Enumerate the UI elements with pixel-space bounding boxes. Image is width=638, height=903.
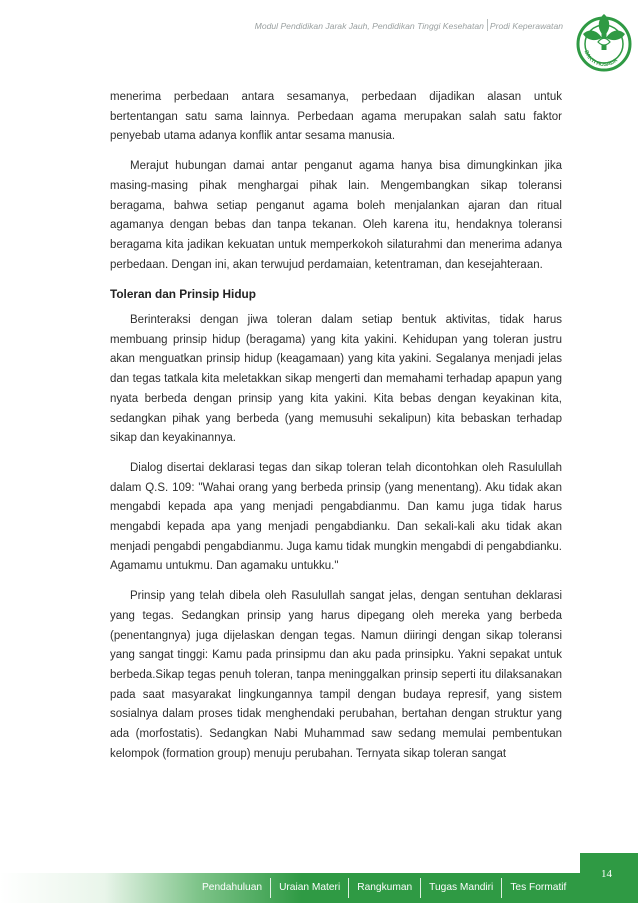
nav-tugas-mandiri[interactable]: Tugas Mandiri <box>421 878 502 898</box>
paragraph-5: Prinsip yang telah dibela oleh Rasulullah sangat jelas, dengan sentuhan deklarasi yang tegas. Sedangkan prinsip yang harus dipegang oleh mereka yang berbeda (penentangnya) juga dijelaskan dengan tegas. Namun diiringi dengan sikap toleransi yang sangat tinggi: Kamu pada prinsipmu dan aku pada prinsipku. Yakni sepakat untuk berbeda.Sikap tegas penuh toleran, tanpa meninggalkan prinsip seperti itu dilaksanakan pada saat masyarakat lingkungannya tampil dengan budaya represif, yang sistem sosialnya dalam proses tidak menghendaki perubahan, bertahan dengan struktur yang ada (morfostatis). Sedangkan Nabi Muhammad saw sedang memulai pembentukan kelompok (formation group) menuju perubahan. Ternyata sikap toleran sangat <box>110 590 562 760</box>
running-header <box>160 19 563 31</box>
header-divider <box>487 19 488 31</box>
bakti-husada-logo <box>575 6 633 76</box>
footer-nav <box>194 873 574 903</box>
page-content <box>110 88 562 775</box>
module-title: Modul Pendidikan Jarak Jauh, Pendidikan Tinggi Kesehatan <box>254 21 484 31</box>
section-heading: Toleran dan Prinsip Hidup <box>110 287 256 302</box>
program-name: Prodi Keperawatan <box>489 21 563 31</box>
paragraph-2: Merajut hubungan damai antar penganut agama hanya bisa dimungkinkan jika masing-masing pihak menghargai pihak lain. Mengembangkan sikap toleransi beragama, bahwa setiap penganut agama boleh menjalankan ajaran dan ritual agamanya dengan bebas dan tanpa tekanan. Oleh karena itu, hendaknya toleransi beragama kita jadikan kekuatan untuk memperkokoh silaturahmi dan menerima adanya perbedaan. Dengan ini, akan terwujud perdamaian, ketentraman, dan kesejahteraan. <box>110 160 562 271</box>
paragraph-4: Dialog disertai deklarasi tegas dan sikap toleran telah dicontohkan oleh Rasulullah dalam Q.S. 109: "Wahai orang yang berbeda prinsip (yang menentang). Aku tidak akan mengabdi kepada apa yang menjadi pengabdianmu. Dan kamu juga tidak harus mengabdi kepada apa yang menjadi pengabdianku. Dan sekali-kali aku tidak akan menjadi pengabdi pengabdianmu. Juga kamu tidak mungkin mengabdi di pengabdianku. Agamamu untukmu. Dan agamaku untukku." <box>110 461 562 573</box>
nav-rangkuman[interactable]: Rangkuman <box>349 878 421 898</box>
paragraph-1: menerima perbedaan antara sesamanya, perbedaan dijadikan alasan untuk bertentangan satu sama lainnya. Perbedaan agama merupakan salah satu faktor penyebab utama adanya konflik antar sesama manusia. <box>110 91 562 143</box>
nav-tes-formatif[interactable]: Tes Formatif <box>510 882 567 893</box>
paragraph-3: Berinteraksi dengan jiwa toleran dalam setiap bentuk aktivitas, tidak harus membuang prinsip hidup (beragama) yang kita yakini. Kehidupan yang toleran justru akan menguatkan prinsip hidup (keagamaan) yang kita yakini. Segalanya menjadi jelas dan tegas tatkala kita meletakkan sikap mengerti dan memahami terhadap apapun yang nyata berbeda dengan prinsip yang kita yakini. Kita bebas dengan keyakinan kita, sedangkan pihak yang berbeda (yang memusuhi sekalipun) kita bebaskan terhadap sikap dan keyakinannya. <box>110 314 562 445</box>
nav-pendahuluan[interactable]: Pendahuluan <box>194 878 271 898</box>
logo-text: BAKTI HUSADA <box>582 49 619 69</box>
nav-uraian-materi[interactable]: Uraian Materi <box>271 878 349 898</box>
page-number: 14 <box>601 868 612 880</box>
